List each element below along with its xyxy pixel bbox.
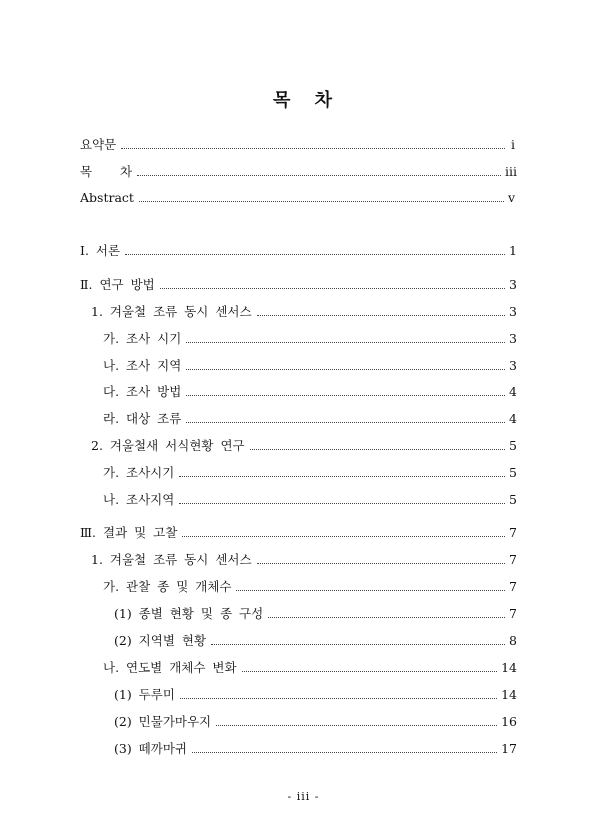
toc-leader-dots bbox=[211, 644, 505, 645]
toc-entry-subsection[interactable] bbox=[103, 578, 517, 596]
toc-entry-label: Ⅱ. 연구 방법 bbox=[80, 277, 155, 292]
toc-entry-abstract[interactable] bbox=[80, 189, 515, 207]
toc-entry-label: 가. 조사시기 bbox=[103, 465, 175, 480]
toc-entry-page: i bbox=[511, 137, 515, 152]
toc-entry-label: 다. 조사 방법 bbox=[103, 384, 182, 399]
toc-entry-item[interactable] bbox=[114, 605, 517, 623]
toc-entry-item[interactable] bbox=[114, 686, 517, 704]
toc-entry-subsection[interactable] bbox=[103, 357, 517, 375]
toc-entry-page: 3 bbox=[509, 304, 517, 319]
toc-entry-label: Abstract bbox=[80, 190, 134, 205]
toc-entry-page: 3 bbox=[509, 331, 517, 346]
toc-entry-page: 14 bbox=[501, 660, 517, 675]
toc-entry-item[interactable] bbox=[114, 713, 517, 731]
toc-entry-contents[interactable] bbox=[80, 163, 517, 181]
toc-entry-section[interactable] bbox=[91, 303, 517, 321]
toc-entry-label: (3) 떼까마귀 bbox=[114, 741, 187, 756]
toc-entry-page: 17 bbox=[501, 741, 517, 756]
toc-entry-label: (2) 지역별 현황 bbox=[114, 633, 207, 648]
toc-entry-page: 1 bbox=[509, 243, 517, 258]
toc-entry-page: 14 bbox=[501, 687, 517, 702]
toc-leader-dots bbox=[180, 698, 497, 699]
toc-entry-page: 3 bbox=[509, 358, 517, 373]
toc-leader-dots bbox=[242, 671, 498, 672]
toc-entry-page: 5 bbox=[509, 492, 517, 507]
toc-leader-dots bbox=[125, 254, 505, 255]
toc-leader-dots bbox=[186, 342, 505, 343]
toc-entry-label: 나. 연도별 개체수 변화 bbox=[103, 660, 237, 675]
toc-entry-item[interactable] bbox=[114, 740, 517, 758]
toc-entry-subsection[interactable] bbox=[103, 464, 517, 482]
toc-leader-dots bbox=[186, 395, 505, 396]
toc-entry-label: 나. 조사지역 bbox=[103, 492, 175, 507]
toc-entry-subsection[interactable] bbox=[103, 410, 517, 428]
toc-leader-dots bbox=[179, 503, 505, 504]
page-title: 목 차 bbox=[272, 90, 335, 111]
toc-entry-page: iii bbox=[505, 164, 517, 179]
toc-leader-dots bbox=[192, 752, 497, 753]
toc-entry-label: Ⅲ. 결과 및 고찰 bbox=[80, 525, 178, 540]
toc-entry-label: 나. 조사 지역 bbox=[103, 358, 182, 373]
toc-entry-page: 4 bbox=[509, 411, 517, 426]
toc-leader-dots bbox=[186, 422, 505, 423]
toc-entry-page: 7 bbox=[509, 606, 517, 621]
toc-entry-page: 5 bbox=[509, 438, 517, 453]
toc-leader-dots bbox=[182, 536, 505, 537]
toc-entry-page: 5 bbox=[509, 465, 517, 480]
toc-leader-dots bbox=[216, 725, 497, 726]
toc-entry-label: 가. 조사 시기 bbox=[103, 331, 182, 346]
toc-leader-dots bbox=[186, 369, 505, 370]
toc-entry-page: 8 bbox=[509, 633, 517, 648]
toc-entry-subsection[interactable] bbox=[103, 383, 517, 401]
toc-entry-label: 요약문 bbox=[80, 137, 117, 152]
toc-entry-label: 가. 관찰 종 및 개체수 bbox=[103, 579, 232, 594]
toc-entry-item[interactable] bbox=[114, 632, 517, 650]
toc-leader-dots bbox=[160, 288, 505, 289]
toc-leader-dots bbox=[257, 563, 505, 564]
toc-entry-label: 라. 대상 조류 bbox=[103, 411, 182, 426]
toc-leader-dots bbox=[236, 590, 505, 591]
toc-entry-label: 목 차 bbox=[80, 164, 133, 179]
toc-leader-dots bbox=[121, 148, 505, 149]
toc-entry-chapter-3[interactable] bbox=[80, 524, 517, 542]
toc-leader-dots bbox=[179, 476, 505, 477]
toc-leader-dots bbox=[139, 201, 504, 202]
toc-entry-label: (1) 두루미 bbox=[114, 687, 175, 702]
toc-entry-section[interactable] bbox=[91, 437, 517, 455]
toc-entry-label: Ⅰ. 서론 bbox=[80, 243, 121, 258]
toc-entry-subsection[interactable] bbox=[103, 491, 517, 509]
toc-entry-label: (2) 민물가마우지 bbox=[114, 714, 212, 729]
toc-leader-dots bbox=[137, 175, 501, 176]
toc-entry-label: 1. 겨울철 조류 동시 센서스 bbox=[91, 304, 252, 319]
toc-leader-dots bbox=[268, 617, 505, 618]
toc-entry-page: 7 bbox=[509, 525, 517, 540]
toc-entry-summary[interactable] bbox=[80, 136, 515, 154]
toc-entry-chapter-1[interactable] bbox=[80, 242, 517, 260]
toc-entry-page: v bbox=[507, 190, 515, 205]
toc-entry-page: 4 bbox=[509, 384, 517, 399]
page-number-footer: - iii - bbox=[287, 790, 320, 803]
toc-entry-chapter-2[interactable] bbox=[80, 276, 517, 294]
toc-entry-subsection[interactable] bbox=[103, 330, 517, 348]
toc-entry-label: (1) 종별 현황 및 종 구성 bbox=[114, 606, 264, 621]
toc-entry-subsection[interactable] bbox=[103, 659, 517, 677]
toc-entry-label: 2. 겨울철새 서식현황 연구 bbox=[91, 438, 245, 453]
toc-entry-page: 16 bbox=[501, 714, 517, 729]
toc-entry-page: 3 bbox=[509, 277, 517, 292]
toc-leader-dots bbox=[257, 315, 505, 316]
toc-entry-page: 7 bbox=[509, 579, 517, 594]
toc-entry-label: 1. 겨울철 조류 동시 센서스 bbox=[91, 552, 252, 567]
toc-leader-dots bbox=[250, 449, 505, 450]
toc-entry-page: 7 bbox=[509, 552, 517, 567]
toc-entry-section[interactable] bbox=[91, 551, 517, 569]
